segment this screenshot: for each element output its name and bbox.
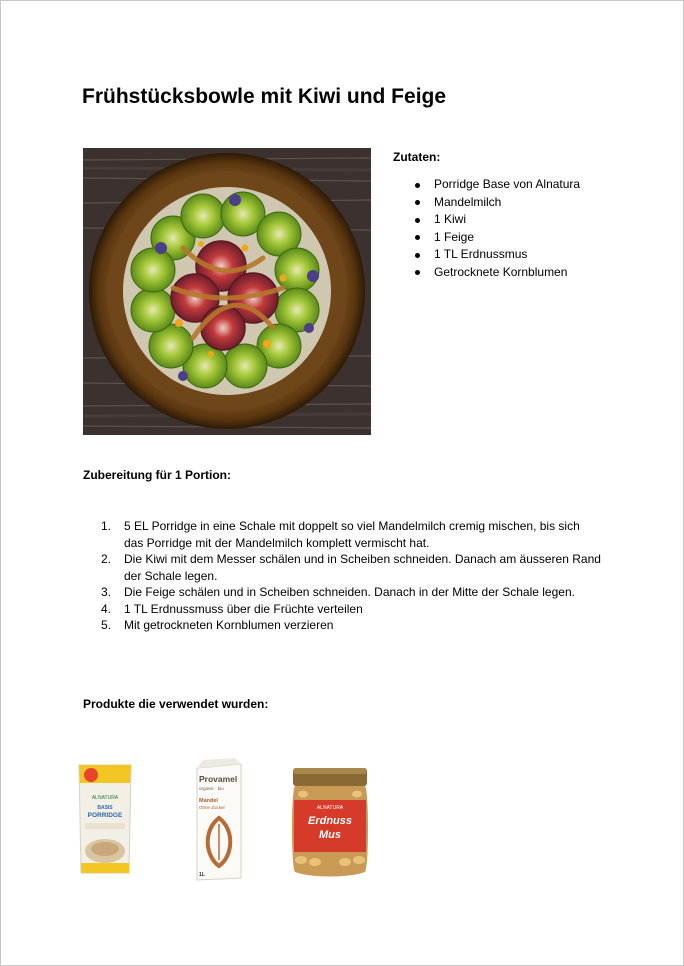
svg-text:ALNATURA: ALNATURA [91,795,119,801]
ingredients-list [415,176,580,281]
svg-text:1L: 1L [199,872,205,878]
bullet-icon [415,235,420,240]
porridge-product-image [75,759,135,879]
bowl-photo [83,148,371,435]
list-item: 1. 5 EL Porridge in eine Schale mit doppelt so viel Mandelmilch cremig mischen, bis sich das Porridge mit der Mandelmilch komplett vermischt hat. [101,519,580,550]
svg-text:ALNATURA: ALNATURA [316,805,344,811]
preparation-heading: Zubereitung für 1 Portion: [83,468,231,482]
steps-list [101,518,601,634]
svg-text:Provamel: Provamel [199,774,238,784]
svg-text:PORRIDGE: PORRIDGE [87,812,123,819]
almond-milk-product-image [191,758,247,884]
ingredients-heading: Zutaten: [393,150,441,164]
list-item: 5. Mit getrockneten Kornblumen verzieren [101,618,334,632]
list-item: 4. 1 TL Erdnussmuss über die Früchte verteilen [101,601,363,616]
svg-text:BASIS: BASIS [97,805,113,811]
list-item: Getrocknete Kornblumen [415,264,580,282]
peanut-butter-product-image [289,766,371,878]
products-heading: Produkte die verwendet wurden: [83,697,269,711]
list-item: 3. Die Feige schälen und in Scheiben schneiden. Danach in der Mitte der Schale legen. [101,585,575,599]
list-item: 2. Die Kiwi mit dem Messer schälen und in Scheiben schneiden. Danach am äusseren Rand der Schale legen. [101,552,601,583]
svg-text:Mus: Mus [319,829,341,841]
list-item: 1 TL Erdnussmus [415,246,580,264]
recipe-title: Frühstücksbowle mit Kiwi und Feige [82,85,447,108]
bullet-icon [415,183,420,188]
bullet-icon [415,218,420,223]
bullet-icon [415,270,420,275]
bullet-icon [415,200,420,205]
list-item: Porridge Base von Alnatura [415,176,580,194]
svg-text:Ohne Zucker: Ohne Zucker [199,805,226,810]
list-item: Mandelmilch [415,194,580,212]
list-item: 1 Feige [415,229,580,247]
svg-text:organic · bio: organic · bio [199,786,224,791]
svg-text:Mandel: Mandel [199,798,218,804]
bullet-icon [415,253,420,258]
svg-text:Erdnuss: Erdnuss [307,815,353,827]
list-item: 1 Kiwi [415,211,580,229]
